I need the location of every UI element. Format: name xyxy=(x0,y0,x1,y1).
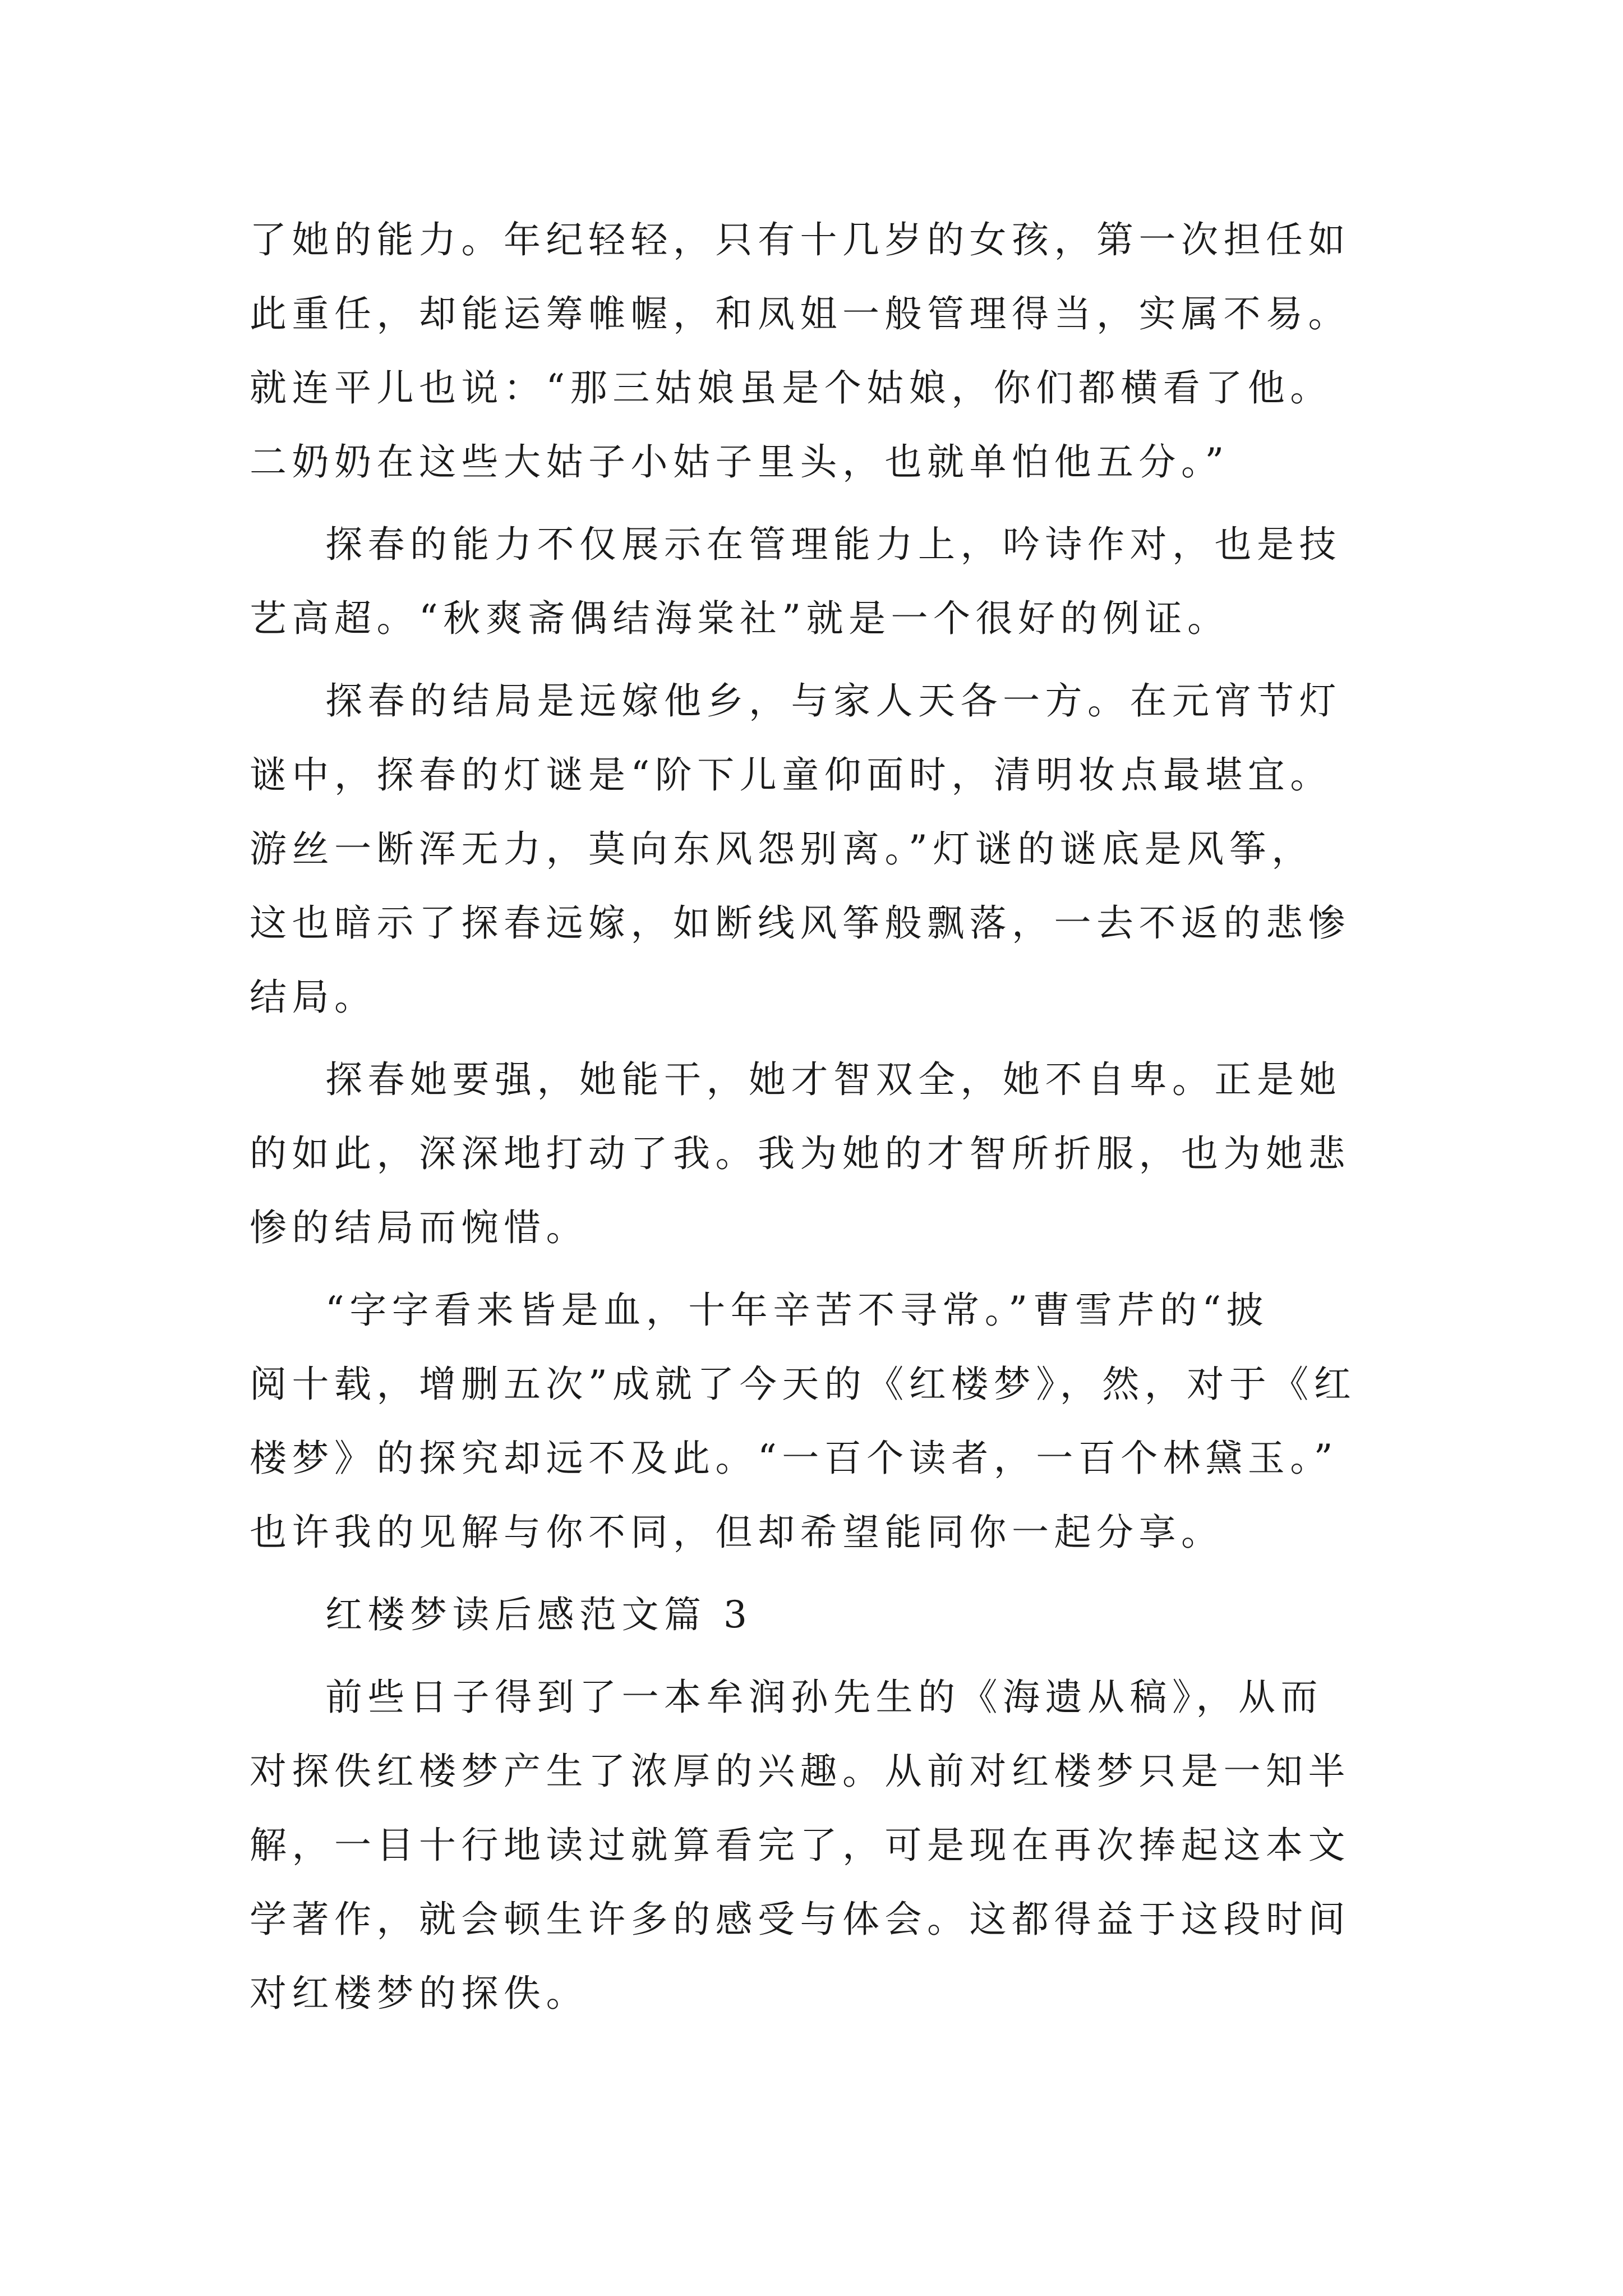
text-line: 也许我的见解与你不同，但却希望能同你一起分享。 xyxy=(250,1511,1224,1554)
text-line: 了她的能力。年纪轻轻，只有十几岁的女孩，第一次担任如 xyxy=(250,218,1350,261)
paragraph-first-line: 前些日子得到了一本牟润孙先生的《海遗从稿》，从而 xyxy=(325,1676,1323,1719)
text-line: 艺高超。“秋爽斋偶结海棠社”就是一个很好的例证。 xyxy=(250,597,1230,640)
text-line: 学著作，就会顿生许多的感受与体会。这都得益于这段时间 xyxy=(250,1898,1350,1941)
text-line: 就连平儿也说：“那三姑娘虽是个姑娘，你们都横看了他。 xyxy=(250,366,1332,409)
paragraph-first-line: 探春她要强，她能干，她才智双全，她不自卑。正是她 xyxy=(325,1058,1341,1101)
text-line: 此重任，却能运筹帷幄，和凤姐一般管理得当，实属不易。 xyxy=(250,292,1350,335)
text-line: 结局。 xyxy=(250,976,377,1019)
paragraph-first-line: 探春的能力不仅展示在管理能力上，吟诗作对，也是技 xyxy=(325,523,1341,566)
text-line: 二奶奶在这些大姑子小姑子里头，也就单怕他五分。” xyxy=(250,440,1229,484)
paragraph-first-line: 探春的结局是远嫁他乡，与家人天各一方。在元宵节灯 xyxy=(325,679,1341,723)
text-line: 这也暗示了探春远嫁，如断线风筝般飘落，一去不返的悲惨 xyxy=(250,901,1350,945)
text-line: 谜中，探春的灯谜是“阶下儿童仰面时，清明妆点最堪宜。 xyxy=(250,753,1332,797)
text-line: 阅十载，增删五次”成就了今天的《红楼梦》，然，对于《红 xyxy=(250,1363,1357,1406)
text-line: 楼梦》的探究却远不及此。“一百个读者，一百个林黛玉。” xyxy=(250,1437,1338,1480)
paragraph-first-line: “字字看来皆是血，十年辛苦不寻常。”曹雪芹的“披 xyxy=(325,1289,1269,1332)
text-line: 惨的结局而惋惜。 xyxy=(250,1206,588,1249)
text-line: 对探佚红楼梦产生了浓厚的兴趣。从前对红楼梦只是一知半 xyxy=(250,1750,1350,1793)
text-line: 解，一目十行地读过就算看完了，可是现在再次捧起这本文 xyxy=(250,1824,1350,1867)
text-line: 的如此，深深地打动了我。我为她的才智所折服，也为她悲 xyxy=(250,1132,1350,1175)
text-line: 对红楼梦的探佚。 xyxy=(250,1972,588,2015)
section-heading: 红楼梦读后感范文篇 3 xyxy=(325,1593,753,1636)
text-line: 游丝一断浑无力，莫向东风怨别离。”灯谜的谜底是风筝， xyxy=(250,827,1314,871)
